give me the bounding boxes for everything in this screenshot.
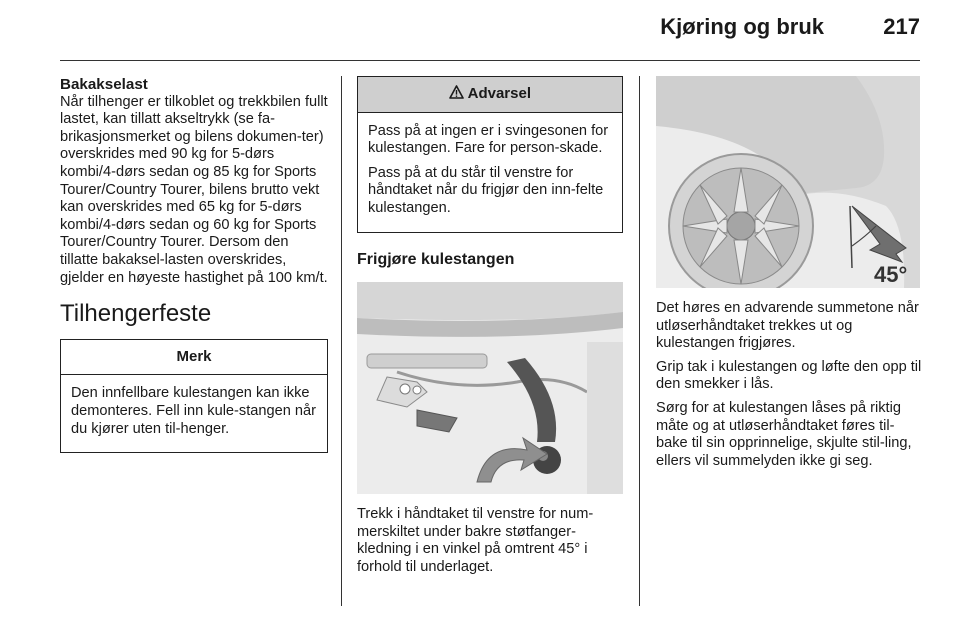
note-body [61,375,327,452]
warning-title: Advarsel [467,85,531,102]
warning-paragraph-2: Pass på at du står til venstre for håndtaket når du frigjør den inn-felte kulestangen. [368,164,604,216]
column-3 [656,76,922,476]
buzzer-paragraph: Det høres en advarende summetone når utløserhåndtaket trekkes ut og kulestangen frigjøres. [656,300,919,352]
column-divider-left [341,76,342,606]
angle-label: 45° [874,262,908,287]
lock-paragraph: Sørg for at kulestangen låses på riktig måte og at utløserhåndtaket føres til-bake til sin opprinnelige, skjulte stil-ling, ellers vil summelyden ikke gi seg. [656,399,912,469]
release-caption: Trekk i håndtaket til venstre for num-merskiltet under bakre støtfanger-kledning i en vinkel på omtrent 45° i forhold til underlaget. [357,506,594,575]
warning-paragraph-1: Pass på at ingen er i svingesonen for kulestangen. Fare for person-skade. [368,122,609,157]
release-handle-figure [357,282,623,494]
column-divider-right [639,76,640,606]
note-title: Merk [61,340,327,376]
page-number: 217 [883,14,920,39]
column-1 [60,76,328,453]
running-header-title: Kjøring og bruk [660,14,824,39]
warning-body [358,113,622,232]
warning-header [358,77,622,113]
warning-icon [449,85,468,102]
note-text: Den innfellbare kulestangen kan ikke demonteres. Fell inn kule-stangen når du kjører uten til-henger. [71,385,316,437]
release-towbar-heading: Frigjøre kulestangen [357,250,515,268]
angle-figure [656,76,920,288]
lift-paragraph: Grip tak i kulestangen og løfte den opp til den smekker i lås. [656,358,922,393]
note-box [60,339,328,453]
warning-box [357,76,623,233]
header-rule [60,60,920,61]
axle-load-paragraph: Når tilhenger er tilkoblet og trekkbilen fullt lastet, kan tillatt akseltrykk (se fa-brikasjonsmerket og bilens dokumen-ter) overskrides med 90 kg for 5-dørs kombi/4-dørs sedan og 85 kg for Sports Tourer/Country Tourer, bilens brutto vekt kan overskrides med 65 kg for 5-dørs kombi/4-dørs sedan og 60 kg for Sports Tourer/Country Tourer. Dersom den tillatte bakaksel-lasten overskrides, gjelder en høyeste hastighet på 100 km/t. [60,93,328,286]
axle-load-subheading: Bakakselast [60,76,148,93]
column-2 [357,76,623,583]
towbar-section-heading: Tilhengerfeste [60,300,212,328]
